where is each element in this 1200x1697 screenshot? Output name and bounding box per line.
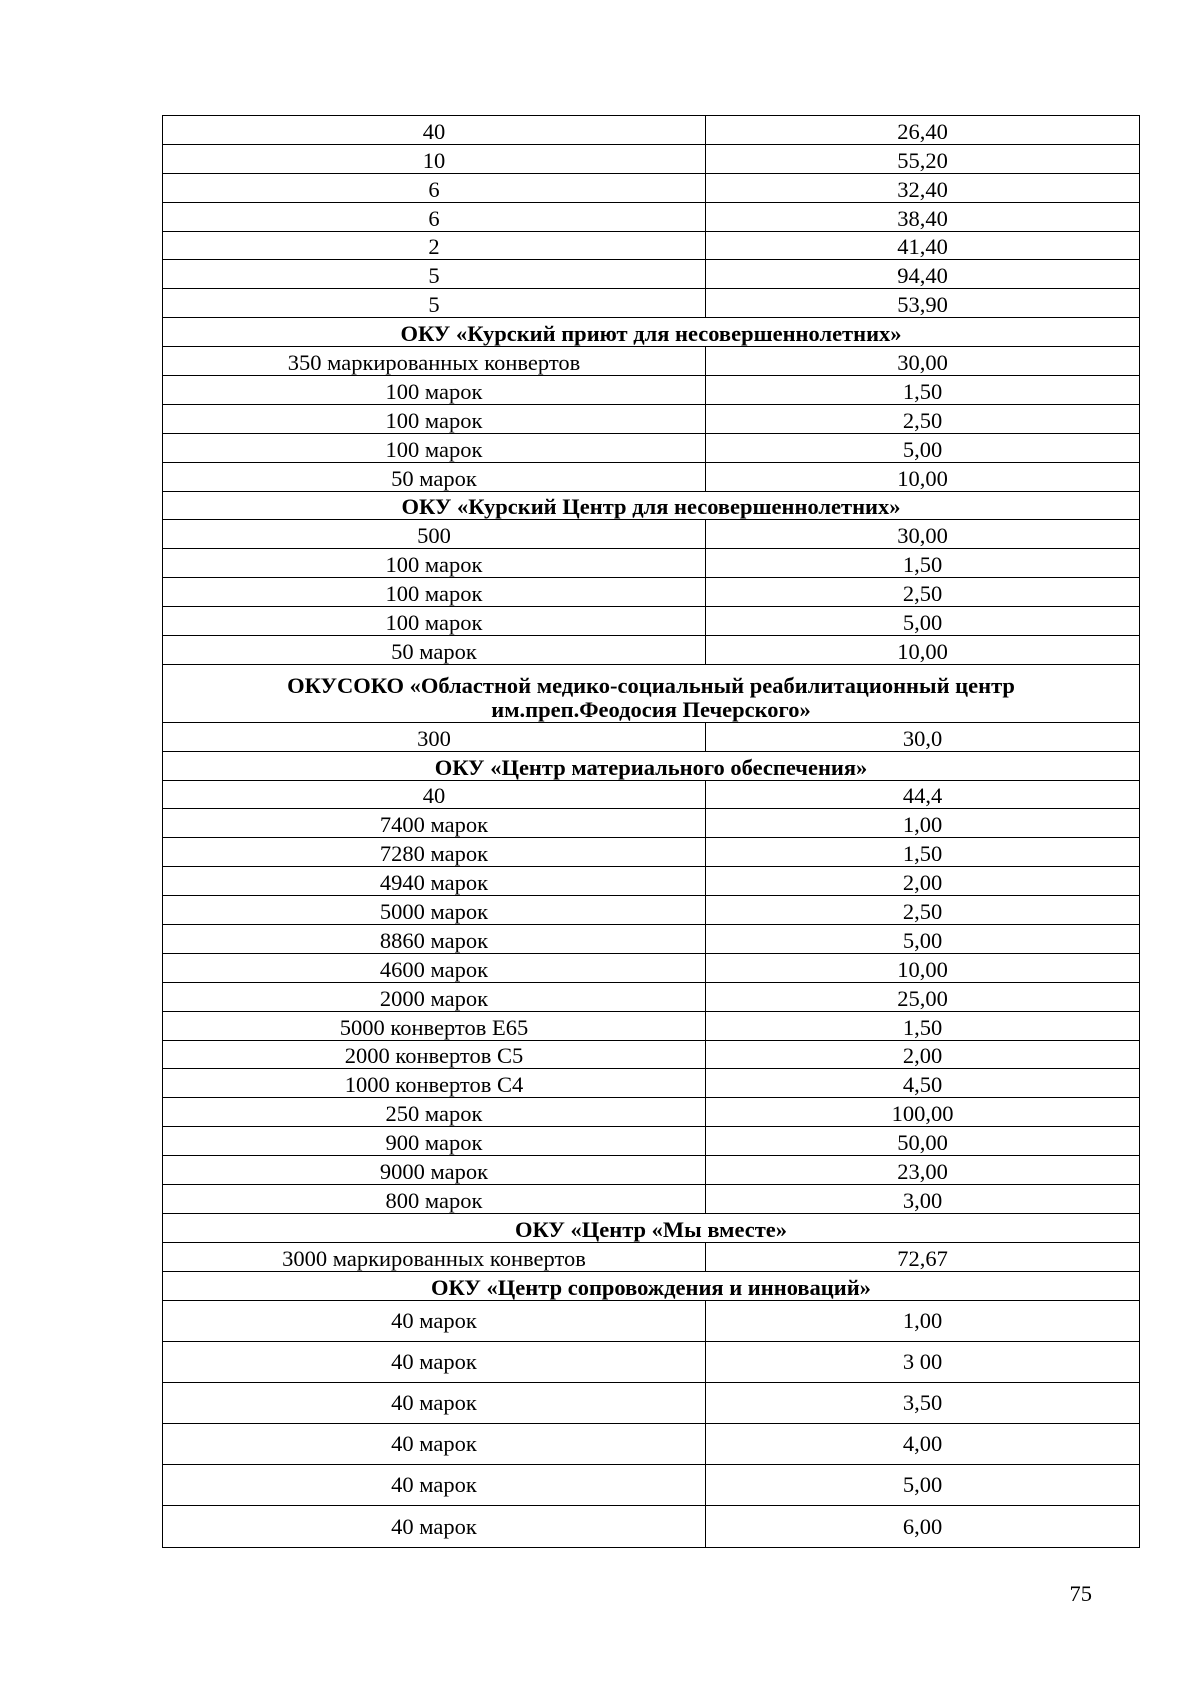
table-row <box>163 260 1140 289</box>
table-row <box>163 924 1140 953</box>
price-cell: 5,00 <box>706 607 1140 636</box>
quantity-cell: 50 марок <box>163 636 706 665</box>
price-cell: 30,00 <box>706 347 1140 376</box>
quantity-cell: 40 <box>163 780 706 809</box>
section-header-row <box>163 1213 1140 1242</box>
table-row <box>163 1069 1140 1098</box>
price-cell: 1,00 <box>706 1300 1140 1341</box>
quantity-cell: 5000 конвертов Е65 <box>163 1011 706 1040</box>
section-header: ОКУ «Курский приют для несовершеннолетних» <box>163 318 1140 347</box>
table-row <box>163 404 1140 433</box>
quantity-cell: 7400 марок <box>163 809 706 838</box>
table-row <box>163 1040 1140 1069</box>
price-cell: 30,0 <box>706 722 1140 751</box>
price-cell: 2,00 <box>706 1040 1140 1069</box>
table-row <box>163 1506 1140 1547</box>
quantity-cell: 9000 марок <box>163 1156 706 1185</box>
table-row <box>163 1098 1140 1127</box>
quantity-cell: 3000 маркированных конвертов <box>163 1242 706 1271</box>
table-row <box>163 1127 1140 1156</box>
section-header-row <box>163 664 1140 722</box>
price-cell: 1,50 <box>706 1011 1140 1040</box>
price-cell: 44,4 <box>706 780 1140 809</box>
price-cell: 50,00 <box>706 1127 1140 1156</box>
quantity-cell: 1000 конвертов С4 <box>163 1069 706 1098</box>
price-cell: 23,00 <box>706 1156 1140 1185</box>
quantity-cell: 4600 марок <box>163 953 706 982</box>
table-row <box>163 202 1140 231</box>
price-cell: 32,40 <box>706 173 1140 202</box>
quantity-cell: 6 <box>163 202 706 231</box>
quantity-cell: 300 <box>163 722 706 751</box>
quantity-cell: 50 марок <box>163 462 706 491</box>
table-row <box>163 1242 1140 1271</box>
quantity-cell: 2000 марок <box>163 982 706 1011</box>
table-row <box>163 636 1140 665</box>
price-cell: 10,00 <box>706 953 1140 982</box>
table-row <box>163 722 1140 751</box>
table-row <box>163 1156 1140 1185</box>
price-cell: 53,90 <box>706 289 1140 318</box>
section-header-row <box>163 318 1140 347</box>
price-cell: 72,67 <box>706 1242 1140 1271</box>
quantity-cell: 250 марок <box>163 1098 706 1127</box>
table-row <box>163 896 1140 925</box>
price-cell: 3 00 <box>706 1341 1140 1382</box>
section-header: ОКУ «Центр материального обеспечения» <box>163 751 1140 780</box>
quantity-cell: 8860 марок <box>163 924 706 953</box>
section-header <box>163 664 1140 722</box>
price-cell: 5,00 <box>706 433 1140 462</box>
table-row <box>163 116 1140 145</box>
section-header: ОКУ «Курский Центр для несовершеннолетних» <box>163 491 1140 520</box>
price-cell: 2,50 <box>706 404 1140 433</box>
price-cell: 1,50 <box>706 376 1140 405</box>
table-row <box>163 462 1140 491</box>
table-row <box>163 1382 1140 1423</box>
table-row <box>163 1341 1140 1382</box>
price-cell: 3,50 <box>706 1382 1140 1423</box>
table-row <box>163 607 1140 636</box>
quantity-cell: 350 маркированных конвертов <box>163 347 706 376</box>
quantity-cell: 500 <box>163 520 706 549</box>
price-table-body <box>163 116 1140 1548</box>
quantity-cell: 40 марок <box>163 1341 706 1382</box>
price-cell: 1,00 <box>706 809 1140 838</box>
table-row <box>163 867 1140 896</box>
table-row <box>163 809 1140 838</box>
quantity-cell: 100 марок <box>163 578 706 607</box>
quantity-cell: 40 марок <box>163 1424 706 1465</box>
quantity-cell: 100 марок <box>163 376 706 405</box>
quantity-cell: 7280 марок <box>163 838 706 867</box>
table-row <box>163 1011 1140 1040</box>
price-cell: 41,40 <box>706 231 1140 260</box>
section-header-line: ОКУСОКО «Областной медико-социальный реабилитационный центр <box>287 672 1015 698</box>
quantity-cell: 40 марок <box>163 1465 706 1506</box>
quantity-cell: 5 <box>163 260 706 289</box>
table-row <box>163 549 1140 578</box>
table-row <box>163 780 1140 809</box>
table-row <box>163 433 1140 462</box>
price-cell: 4,50 <box>706 1069 1140 1098</box>
table-row <box>163 953 1140 982</box>
price-cell: 30,00 <box>706 520 1140 549</box>
price-cell: 2,00 <box>706 867 1140 896</box>
section-header-row <box>163 491 1140 520</box>
quantity-cell: 100 марок <box>163 404 706 433</box>
section-header: ОКУ «Центр «Мы вместе» <box>163 1213 1140 1242</box>
quantity-cell: 10 <box>163 144 706 173</box>
section-header-line: им.преп.Феодосия Печерского» <box>491 696 811 722</box>
table-row <box>163 520 1140 549</box>
table-row <box>163 173 1140 202</box>
quantity-cell: 900 марок <box>163 1127 706 1156</box>
table-row <box>163 1465 1140 1506</box>
table-row <box>163 144 1140 173</box>
price-cell: 100,00 <box>706 1098 1140 1127</box>
quantity-cell: 5000 марок <box>163 896 706 925</box>
price-cell: 26,40 <box>706 116 1140 145</box>
quantity-cell: 5 <box>163 289 706 318</box>
price-cell: 3,00 <box>706 1184 1140 1213</box>
quantity-cell: 100 марок <box>163 433 706 462</box>
quantity-cell: 4940 марок <box>163 867 706 896</box>
price-cell: 2,50 <box>706 896 1140 925</box>
quantity-cell: 100 марок <box>163 607 706 636</box>
price-cell: 25,00 <box>706 982 1140 1011</box>
table-row <box>163 347 1140 376</box>
table-row <box>163 289 1140 318</box>
quantity-cell: 2000 конвертов С5 <box>163 1040 706 1069</box>
price-cell: 94,40 <box>706 260 1140 289</box>
quantity-cell: 100 марок <box>163 549 706 578</box>
quantity-cell: 40 марок <box>163 1300 706 1341</box>
price-cell: 1,50 <box>706 549 1140 578</box>
table-row <box>163 1184 1140 1213</box>
price-cell: 10,00 <box>706 636 1140 665</box>
quantity-cell: 800 марок <box>163 1184 706 1213</box>
price-cell: 38,40 <box>706 202 1140 231</box>
price-cell: 1,50 <box>706 838 1140 867</box>
quantity-cell: 40 <box>163 116 706 145</box>
price-cell: 10,00 <box>706 462 1140 491</box>
table-row <box>163 1424 1140 1465</box>
table-row <box>163 838 1140 867</box>
price-cell: 5,00 <box>706 1465 1140 1506</box>
price-cell: 55,20 <box>706 144 1140 173</box>
table-row <box>163 1300 1140 1341</box>
table-row <box>163 231 1140 260</box>
quantity-cell: 40 марок <box>163 1382 706 1423</box>
price-table <box>162 115 1140 1548</box>
table-row <box>163 578 1140 607</box>
quantity-cell: 2 <box>163 231 706 260</box>
quantity-cell: 40 марок <box>163 1506 706 1547</box>
price-cell: 4,00 <box>706 1424 1140 1465</box>
price-cell: 6,00 <box>706 1506 1140 1547</box>
table-row <box>163 982 1140 1011</box>
price-cell: 2,50 <box>706 578 1140 607</box>
table-row <box>163 376 1140 405</box>
section-header-row <box>163 1271 1140 1300</box>
quantity-cell: 6 <box>163 173 706 202</box>
section-header-row <box>163 751 1140 780</box>
page-number: 75 <box>1069 1581 1092 1606</box>
price-cell: 5,00 <box>706 924 1140 953</box>
section-header: ОКУ «Центр сопровождения и инноваций» <box>163 1271 1140 1300</box>
